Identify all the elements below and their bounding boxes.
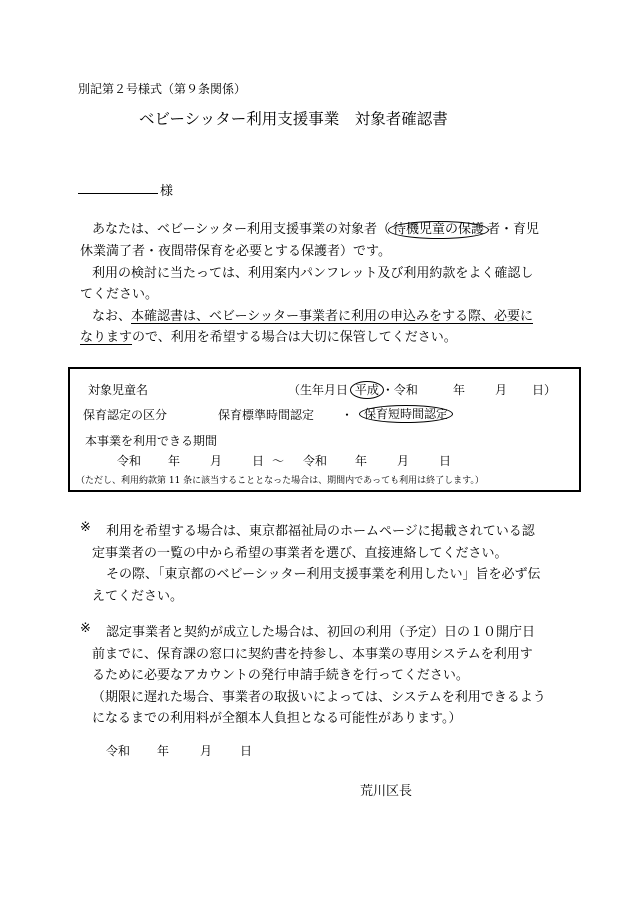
intro-line-5: なお、本確認書は、ベビーシッター事業者に利用の申込みをする際、必要に [92, 309, 533, 324]
note-2-line-4: （期限に遅れた場合、事業者の取扱いによっては、システムを利用できるよう [92, 690, 546, 705]
note-2-line-1: 認定事業者と契約が成立した場合は、初回の利用（予定）日の１０開庁日 [106, 625, 536, 640]
period-start-month: 月 [210, 454, 223, 468]
period-end-era: 令和 [303, 454, 328, 468]
form-number: 別記第２号様式（第９条関係） [78, 82, 247, 96]
intro-line-2: 休業満了者・夜間帯保育を必要とする保護者）です。 [80, 244, 391, 259]
intro-line-1: あなたは、ベビーシッター利用支援事業の対象者（ 待機児童の保護 者・育児 [92, 222, 539, 237]
birth-date-row: （生年月日 平成 ・令和 [288, 383, 418, 397]
birth-month: 月 [495, 383, 508, 397]
note-2-line-5: になるまでの利用料が全額本人負担となる可能性があります。） [92, 711, 462, 726]
circled-waiting-child-guardian: 待機児童の保護 [388, 221, 489, 239]
period-start-era: 令和 [117, 454, 142, 468]
period-tilde: ～ [272, 454, 285, 468]
termination-note: （ただし、利用約款第 11 条に該当することとなった場合は、期間内であっても利用は終了します。） [76, 476, 484, 486]
note-2-mark: ※ [80, 621, 91, 636]
certification-label: 保育認定の区分 [83, 408, 168, 422]
child-name-label: 対象児童名 [88, 383, 149, 397]
separator-dot: ・ [341, 408, 354, 422]
circled-heisei: 平成 [350, 381, 384, 399]
period-end-day: 日 [439, 454, 452, 468]
note-1-line-4: えてください。 [92, 589, 184, 604]
period-start-day: 日 [252, 454, 265, 468]
addressee-line [78, 193, 158, 194]
underlined-notice-end: なります [80, 330, 133, 345]
intro-line-3: 利用の検討に当たっては、利用案内パンフレット及び利用約款をよく確認し [92, 266, 534, 281]
standard-time-certification: 保育標準時間認定 [218, 408, 315, 422]
note-1-line-1: 利用を希望する場合は、東京都福祉局のホームページに掲載されている認 [106, 524, 535, 539]
circled-short-time: 保育短時間認定 [359, 405, 453, 423]
note-1-line-2: 定事業者の一覧の中から希望の事業者を選び、直接連絡してください。 [92, 546, 508, 561]
intro-line-4: てください。 [80, 287, 159, 302]
date-year: 年 [157, 744, 170, 758]
note-2-line-2: 前までに、保育課の窓口に契約書を持参し、本事業の専用システムを利用す [92, 647, 533, 662]
date-day: 日 [240, 744, 253, 758]
birth-year: 年 [453, 383, 466, 397]
underlined-notice: 本確認書は、ベビーシッター事業者に利用の申込みをする際、必要に [131, 309, 533, 324]
short-time-certification [361, 405, 451, 423]
note-2-line-3: るために必要なアカウントの発行申請手続きを行ってください。 [92, 668, 469, 683]
issuer-title: 荒川区長 [360, 784, 413, 799]
period-end-month: 月 [397, 454, 410, 468]
note-1-mark: ※ [80, 520, 91, 535]
document-title: ベビーシッター利用支援事業 対象者確認書 [139, 110, 448, 128]
period-label: 本事業を利用できる期間 [85, 434, 218, 448]
date-era: 令和 [106, 744, 131, 758]
note-1-line-3: その際、「東京都のベビーシッター利用支援事業を利用したい」旨を必ず伝 [106, 567, 541, 582]
intro-line-6: なりますので、利用を希望する場合は大切に保管してください。 [80, 330, 457, 345]
birth-day: 日） [532, 383, 557, 397]
period-start-year: 年 [168, 454, 181, 468]
period-end-year: 年 [355, 454, 368, 468]
date-month: 月 [200, 744, 213, 758]
addressee-suffix: 様 [160, 184, 174, 199]
